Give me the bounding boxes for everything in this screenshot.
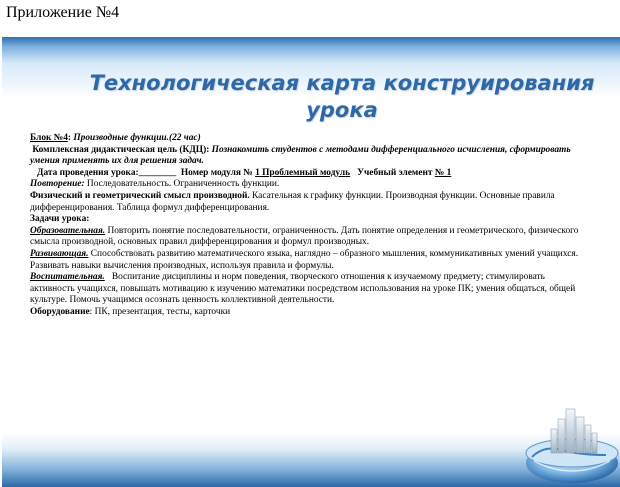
edu-label: Образовательная. <box>30 225 106 236</box>
slide-content <box>30 133 580 319</box>
slide <box>2 37 620 487</box>
repeat-label: Повторение: <box>30 179 85 190</box>
page-header: Приложение №4 <box>6 4 120 21</box>
edu-row <box>30 226 580 249</box>
equip-row: Оборудование: ПК, презентация, тесты, карточки <box>30 306 231 317</box>
upb-value: Воспитание дисциплины и норм поведения, творческого отношения к изучаемому предмету; стимулировать активность учащихся, повышать мотивацию к изучению математики посредством использования на уроке ПК; умения общаться, общей культуре. Помочь учащимся осознать ценность коллективной деятельности. <box>30 272 576 306</box>
repeat-value: Последовательность. Ограниченность функции. <box>86 179 280 190</box>
slide-title <box>62 70 620 124</box>
dev-value: Способствовать развитию математического языка, наглядно – образного мышления, коммуникативных умений учащихся. Развивать навыки вычисления производных, используя правила и формулы. <box>30 248 579 271</box>
goal-row <box>30 145 580 168</box>
module-label: Номер модуля № <box>180 167 253 178</box>
dev-row <box>30 249 580 272</box>
goal-value: Познакомить студентов с методами дифференциального исчисления, сформировать умения применять их для решения задач. <box>30 144 571 167</box>
meaning-label: Физический и геометрический смысл производной. <box>30 190 250 201</box>
goal-label: Комплексная дидактическая цель (КДЦ): <box>32 144 210 155</box>
title-line-2: урока <box>306 98 378 122</box>
block-row: Блок №4: Производные функции.(22 час) <box>30 133 201 143</box>
dev-label: Развивающая. <box>30 248 89 259</box>
block-label: Блок №4 <box>30 133 68 143</box>
upb-row <box>30 272 580 307</box>
equip-label: Оборудование <box>30 306 90 317</box>
equip-value: ПК, презентация, тесты, карточки <box>94 306 231 317</box>
meaning-row <box>30 191 580 214</box>
repeat-row <box>30 179 580 191</box>
upb-label: Воспитательная. <box>30 272 105 283</box>
date-blank: ________ <box>138 167 177 178</box>
element-label: Учебный элемент <box>357 167 433 178</box>
globe-city-icon <box>514 395 620 485</box>
date-label: Дата проведения урока: <box>37 167 139 178</box>
edu-value: Повторить понятие последовательности, ограниченность. Дать понятие определения и геометрического, физического смысла производной, основных правил дифференцирования и формул производных. <box>30 225 579 248</box>
tasks-heading: Задачи урока: <box>30 214 90 225</box>
meaning-value: Касательная к графику функции. Производная функции. Основные правила дифференцирования. Таблица формул дифференцирования. <box>30 190 555 213</box>
title-line-1: Технологическая карта конструирования <box>89 71 595 95</box>
element-value: № 1 <box>434 167 452 178</box>
date-row <box>30 168 580 180</box>
block-value: Производные функции.(22 час) <box>73 133 201 143</box>
module-value: 1 Проблемный модуль <box>255 167 351 178</box>
